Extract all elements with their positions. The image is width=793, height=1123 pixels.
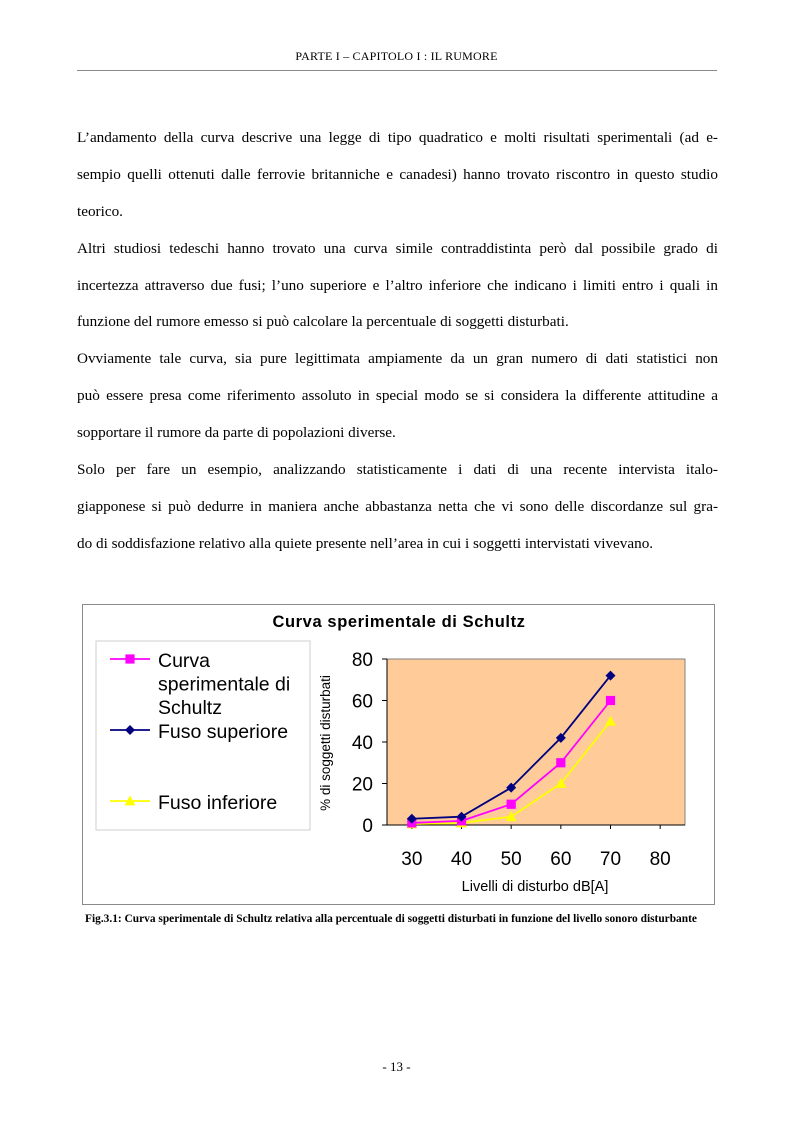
data-point <box>556 758 565 767</box>
body-line: sempio quelli ottenuti dalle ferrovie britanniche e canadesi) hanno trovato riscontro in questo studio <box>77 165 718 183</box>
body-text <box>77 128 718 571</box>
x-tick-label: 50 <box>500 849 522 870</box>
body-line: può essere presa come riferimento assoluto in special modo se si considera la differente attitudine a <box>77 387 718 405</box>
legend-marker <box>125 654 134 663</box>
caption-label: Fig.3.1: <box>85 913 122 925</box>
data-point <box>606 696 615 705</box>
x-tick-label: 70 <box>599 849 622 870</box>
body-line: teorico. <box>77 202 123 220</box>
running-header: PARTE I – CAPITOLO I : IL RUMORE <box>295 49 498 63</box>
legend-label-line: Fuso superiore <box>158 721 289 743</box>
body-line: L’andamento della curva descrive una legge di tipo quadratico e molti risultati sperimentali (ad e- <box>77 129 718 146</box>
legend-label <box>158 792 277 814</box>
x-tick-label: 30 <box>401 849 423 870</box>
y-tick-label: 60 <box>351 691 373 713</box>
data-point <box>507 800 516 809</box>
body-line: do di soddisfazione relativo alla quiete presente nell’area in cui i soggetti intervistati vivevano. <box>77 534 654 552</box>
y-tick-label: 40 <box>351 733 373 754</box>
page-number: - 13 - <box>382 1059 411 1074</box>
body-line: Solo per fare un esempio, analizzando statisticamente i dati di una recente intervista italo- <box>77 461 718 479</box>
y-tick-label: 20 <box>351 774 373 796</box>
legend-label <box>158 721 288 743</box>
x-axis-label: Livelli di disturbo dB[A] <box>461 879 609 895</box>
body-line: funzione del rumore emesso si può calcolare la percentuale di soggetti disturbati. <box>77 313 569 331</box>
legend-label-line: Curva <box>158 650 211 672</box>
chart-title: Curva sperimentale di Schultz <box>272 613 526 631</box>
chart-svg <box>83 605 714 904</box>
figure-caption <box>85 912 725 927</box>
figure-chart <box>82 604 715 905</box>
caption-text: Curva sperimentale di Schultz relativa alla percentuale di soggetti disturbati in funzione del livello sonoro disturbante <box>121 913 697 925</box>
chart-legend <box>96 641 310 830</box>
body-line: incertezza attraverso due fusi; l’uno superiore e l’altro inferiore che indicano i limiti entro i quali in <box>77 276 718 294</box>
body-line: sopportare il rumore da parte di popolazioni diverse. <box>77 424 396 442</box>
header-rule <box>77 70 717 71</box>
y-tick-label: 0 <box>362 816 373 837</box>
legend-label-line: Fuso inferiore <box>158 792 278 814</box>
legend-label-line: sperimentale di <box>158 673 291 696</box>
legend-label-line: Schultz <box>158 697 222 719</box>
body-line: giapponese si può dedurre in maniera anche abbastanza netta che vi sono delle discordanze sul gra- <box>77 497 718 515</box>
body-line: Altri studiosi tedeschi hanno trovato una curva simile contraddistinta però dal possibile grado di <box>77 239 718 257</box>
body-line: Ovviamente tale curva, sia pure legittimata ampiamente da un gran numero di dati statistici non <box>77 350 718 368</box>
x-tick-label: 80 <box>649 849 671 870</box>
y-tick-label: 80 <box>351 650 373 671</box>
x-tick-label: 40 <box>450 849 473 870</box>
x-tick-label: 60 <box>550 849 572 870</box>
y-axis-label: % di soggetti disturbati <box>318 675 333 811</box>
